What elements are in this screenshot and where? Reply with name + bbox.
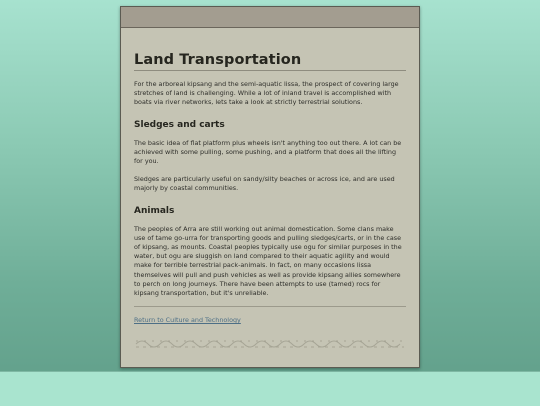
return-link[interactable]: Return to Culture and Technology [134,316,241,325]
bottom-band [0,371,540,406]
section-heading-sledges: Sledges and carts [134,119,225,130]
divider [134,306,406,307]
page-title: Land Transportation [134,52,406,71]
article-page [120,6,420,368]
section-heading-animals: Animals [134,205,175,216]
article-content [121,52,419,350]
animals-paragraph-1: The peoples of Arra are still working out animal domestication. Some clans make use of tame go-urra for transporting goods and pulling sledges/carts, or in the case of kipsang, as mounts. Coastal peoples typically use ogu for similar purposes in the water, but ogu are sluggish on land compared to their aquatic agility and would make for terrible terrestrial pack-animals. In fact, on many occasions lissa themselves will pull and push vehicles as well as provide kipsang allies somewhere to perch on long journeys. There have been attempts to use (tamed) rocs for kipsang transportation, but it's unreliable. [134,224,402,298]
page-header-bar [121,7,419,28]
sledges-paragraph-2: Sledges are particularly useful on sandy/silty beaches or across ice, and are used majorly by coastal communities. [134,175,395,193]
decorative-border-ornament [134,336,406,350]
sledges-paragraph-1: The basic idea of flat platform plus wheels isn't anything too out there. A lot can be achieved with some pulling, some pushing, and a platform that does all the lifting for you. [134,138,402,166]
intro-paragraph: For the arboreal kipsang and the semi-aquatic lissa, the prospect of covering large stretches of land is challenging. While a lot of inland travel is accomplished with boats via river networks, lets take a look at strictly terrestrial solutions. [134,80,399,107]
